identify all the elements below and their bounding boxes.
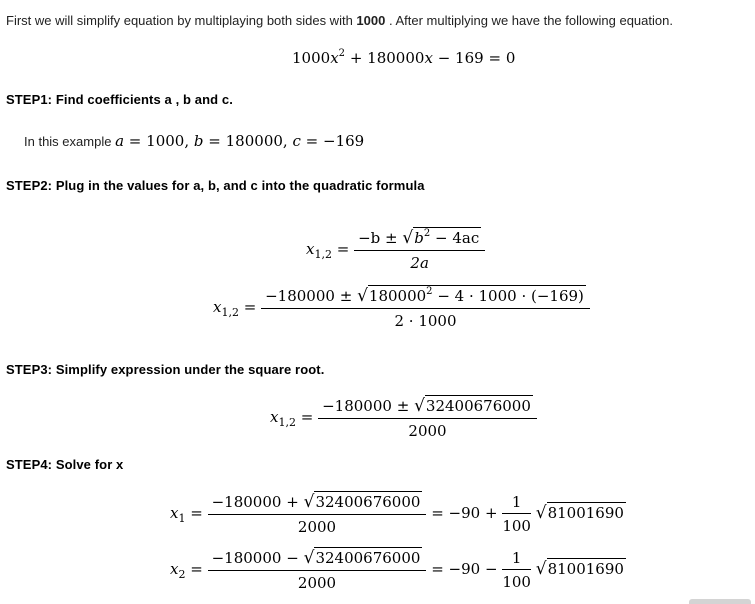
s3-fraction [318,396,537,440]
step2-heading: STEP2: Plug in the values for a, b, and c into the quadratic formula [6,178,425,193]
intro-text-before: First we will simplify equation by multiplaying both sides with [6,13,357,28]
x2-coef-den: 100 [502,573,531,591]
qf-denominator: 2a [410,254,429,272]
qf-equals: = [336,240,350,258]
x2-coef-fraction [502,549,531,591]
example-prefix: In this example [24,134,112,149]
coef-b-value: 180000, [225,132,288,150]
x2-result-pre: = −90 − [431,560,498,578]
step1-example [24,132,364,150]
sf-fraction [261,286,590,330]
x1-num-pre: −180000 [211,493,282,511]
s3-lhs-var: x [270,408,279,426]
coef-a-label: a [115,132,125,150]
qf-num-pre: −b ± [358,229,398,247]
x1-equals: = [190,504,203,522]
sf-denominator: 2 · 1000 [394,312,457,330]
x1-fraction [208,492,427,536]
coef-a-eq: = [128,132,142,150]
sf-lhs-sub: 1,2 [221,306,239,319]
x2-op: − [286,549,299,567]
sqrt-icon: √ [303,492,315,512]
qf-rad-exp: 2 [423,228,431,239]
coef-a-value: 1000, [146,132,190,150]
coef-b-eq: = [208,132,221,150]
intro-paragraph [6,13,673,28]
x2-radicand: 32400676000 [315,549,421,567]
s3-equals: = [300,408,314,426]
x1-op: + [286,493,299,511]
sqrt-icon: √ [535,503,547,523]
x2-coef-num: 1 [502,549,531,570]
s3-lhs-sub: 1,2 [278,416,296,429]
intro-multiplier: 1000 [356,13,386,28]
sqrt-icon: √ [535,559,547,579]
sqrt-icon: √ [414,396,425,416]
x1-denominator: 2000 [297,518,337,536]
coef-b-label: b [193,132,204,150]
x1-coef-den: 100 [502,517,531,535]
sf-rad-rest: − 4 · 1000 · (−169) [437,287,584,305]
x2-sub: 2 [178,568,186,581]
eq-rhs: 0 [505,49,516,67]
eq-b-term: 180000 [367,49,425,67]
eq-c-term: 169 [455,49,484,67]
eq-minus: − [437,49,451,67]
eq-var: x [330,49,339,67]
main-equation [292,49,515,67]
coef-c-label: c [292,132,301,150]
sqrt-icon: √ [357,286,368,306]
coef-c-value: −169 [323,132,365,150]
intro-text-after: . After multiplying we have the following equation. [385,13,673,28]
eq-var-2: x [424,49,433,67]
substituted-formula [213,286,590,330]
step1-heading: STEP1: Find coefficients a , b and c. [6,92,233,107]
x2-num-pre: −180000 [211,549,282,567]
simplified-formula [270,396,537,440]
eq-plus: + [349,49,363,67]
sqrt-icon: √ [303,548,315,568]
s3-num-pre: −180000 ± [322,397,410,415]
s3-denominator: 2000 [408,422,447,440]
qf-lhs-sub: 1,2 [314,248,332,261]
qf-rad-rest: − 4ac [435,229,480,247]
s3-radicand: 32400676000 [425,397,531,415]
x2-var: x [170,560,179,578]
sf-rad-base: 180000 [368,287,427,305]
x1-var: x [170,504,179,522]
qf-lhs-var: x [306,240,315,258]
x1-result-pre: = −90 + [431,504,498,522]
x1-coef-fraction [502,493,531,535]
qf-fraction [354,228,485,272]
sf-num-pre: −180000 ± [265,287,353,305]
x1-sub: 1 [178,512,186,525]
sqrt-icon: √ [402,228,414,248]
step4-heading: STEP4: Solve for x [6,457,124,472]
x2-equals: = [190,560,203,578]
eq-a-term: 1000 [292,49,331,67]
step3-heading: STEP3: Simplify expression under the square root. [6,362,325,377]
horizontal-scrollbar[interactable] [689,599,751,604]
quadratic-formula [306,228,485,272]
coef-c-eq: = [305,132,319,150]
qf-rad-var: b [414,229,424,247]
x2-result-radicand: 81001690 [547,560,624,578]
x1-result-radicand: 81001690 [547,504,624,522]
x2-solution [170,548,626,592]
sf-lhs-var: x [213,298,222,316]
x1-coef-num: 1 [502,493,531,514]
sf-equals: = [243,298,257,316]
eq-equals: = [488,49,502,67]
x2-denominator: 2000 [297,574,337,592]
x1-radicand: 32400676000 [315,493,421,511]
x1-solution [170,492,626,536]
x2-fraction [208,548,427,592]
sf-rad-exp: 2 [426,286,433,297]
eq-exp: 2 [338,48,346,59]
